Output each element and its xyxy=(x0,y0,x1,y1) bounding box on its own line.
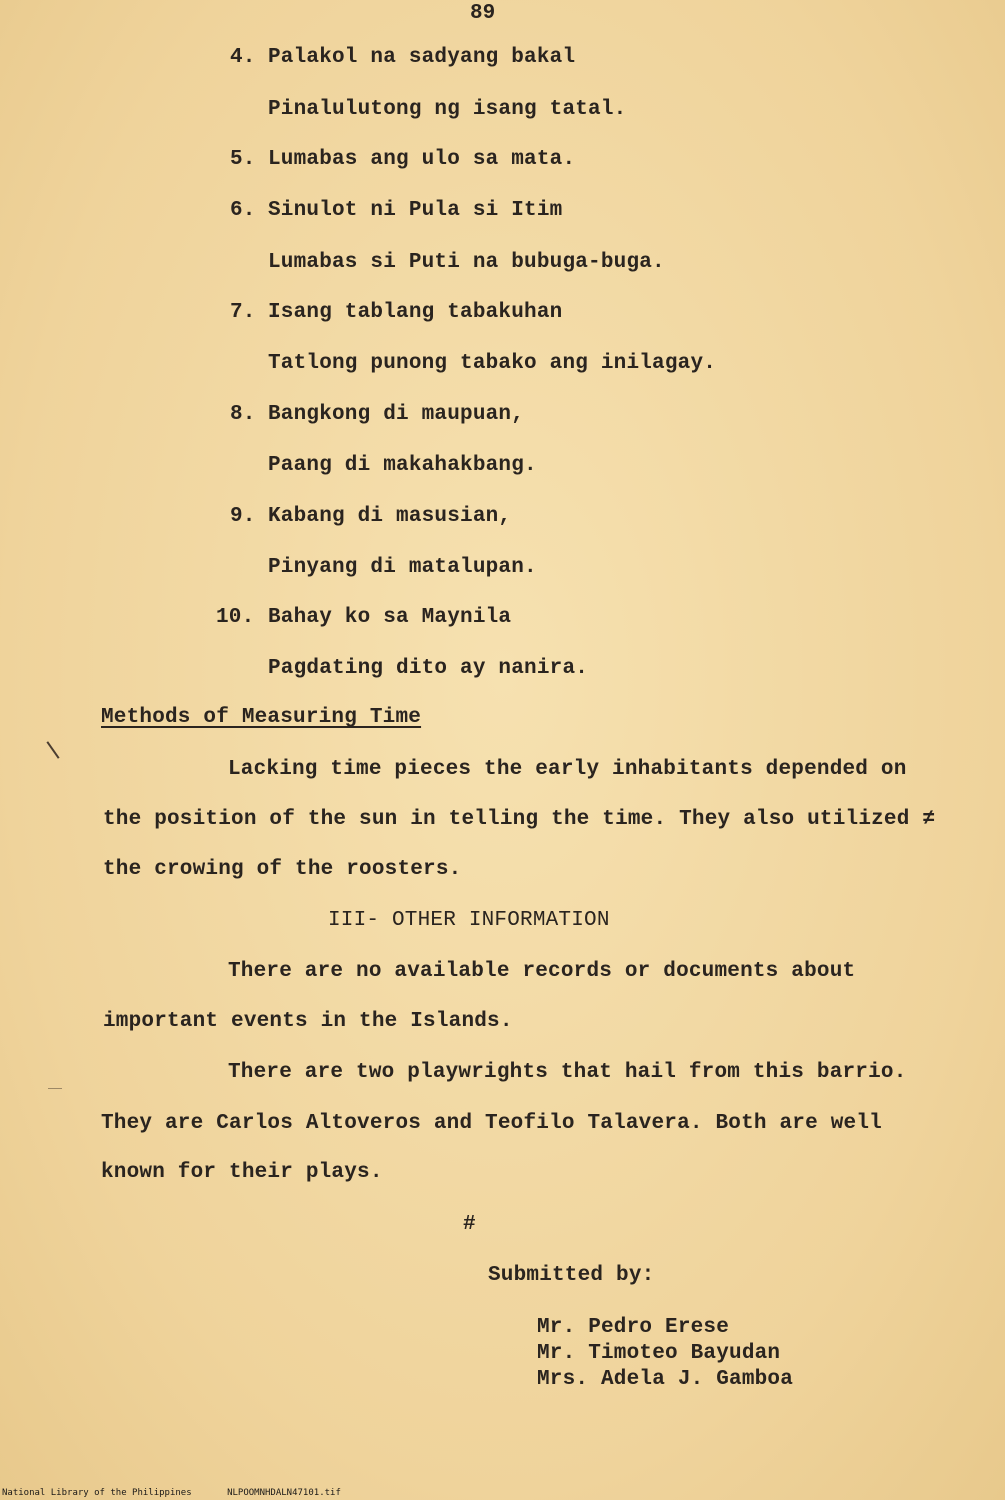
methods-line-1: Lacking time pieces the early inhabitants depended on xyxy=(228,758,907,781)
riddle-8-number: 8. xyxy=(230,403,256,426)
riddle-9-line2: Pinyang di matalupan. xyxy=(268,556,537,579)
riddle-4-line1: Palakol na sadyang bakal xyxy=(268,46,576,69)
footer-file: NLPOOMNHDALN47101.tif xyxy=(227,1488,341,1498)
riddle-7-line1: Isang tablang tabakuhan xyxy=(268,301,563,324)
riddle-5-number: 5. xyxy=(230,148,256,171)
methods-line-3: the crowing of the roosters. xyxy=(103,858,462,881)
riddle-6-line2: Lumabas si Puti na bubuga-buga. xyxy=(268,251,665,274)
scan-footer xyxy=(2,1488,371,1498)
methods-heading: Methods of Measuring Time xyxy=(101,706,422,729)
submitted-by-label: Submitted by: xyxy=(488,1264,655,1287)
methods-line-2: the position of the sun in telling the time. They also utilized ≠ xyxy=(103,808,936,831)
riddle-10-line2: Pagdating dito ay nanira. xyxy=(268,657,589,680)
riddle-6-number: 6. xyxy=(230,199,256,222)
riddle-7-line2: Tatlong punong tabako ang inilagay. xyxy=(268,352,717,375)
submitter-2: Mr. Timoteo Bayudan xyxy=(537,1342,781,1365)
para2-line-2: They are Carlos Altoveros and Teofilo Talavera. Both are well xyxy=(101,1112,882,1135)
submitter-3: Mrs. Adela J. Gamboa xyxy=(537,1368,794,1391)
para1-line-1: There are no available records or documents about xyxy=(228,960,856,983)
para2-line-1: There are two playwrights that hail from this barrio. xyxy=(228,1061,907,1084)
riddle-4-line2: Pinalulutong ng isang tatal. xyxy=(268,98,627,121)
riddle-9-number: 9. xyxy=(230,505,256,528)
riddle-10-number: 10. xyxy=(216,606,255,629)
scan-mark xyxy=(46,741,59,759)
riddle-8-line2: Paang di makahakbang. xyxy=(268,454,537,477)
para2-line-3: known for their plays. xyxy=(101,1161,383,1184)
end-mark: # xyxy=(463,1213,476,1236)
para1-line-2: important events in the Islands. xyxy=(103,1010,513,1033)
riddle-10-line1: Bahay ko sa Maynila xyxy=(268,606,512,629)
riddle-7-number: 7. xyxy=(230,301,256,324)
section-heading: III- OTHER INFORMATION xyxy=(328,909,610,932)
page-number: 89 xyxy=(470,2,496,25)
riddle-5-line1: Lumabas ang ulo sa mata. xyxy=(268,148,576,171)
riddle-6-line1: Sinulot ni Pula si Itim xyxy=(268,199,563,222)
riddle-9-line1: Kabang di masusian, xyxy=(268,505,512,528)
footer-library: National Library of the Philippines xyxy=(2,1488,192,1498)
riddle-8-line1: Bangkong di maupuan, xyxy=(268,403,525,426)
submitter-1: Mr. Pedro Erese xyxy=(537,1316,730,1339)
riddle-4-number: 4. xyxy=(230,46,256,69)
scan-mark xyxy=(48,1088,62,1089)
